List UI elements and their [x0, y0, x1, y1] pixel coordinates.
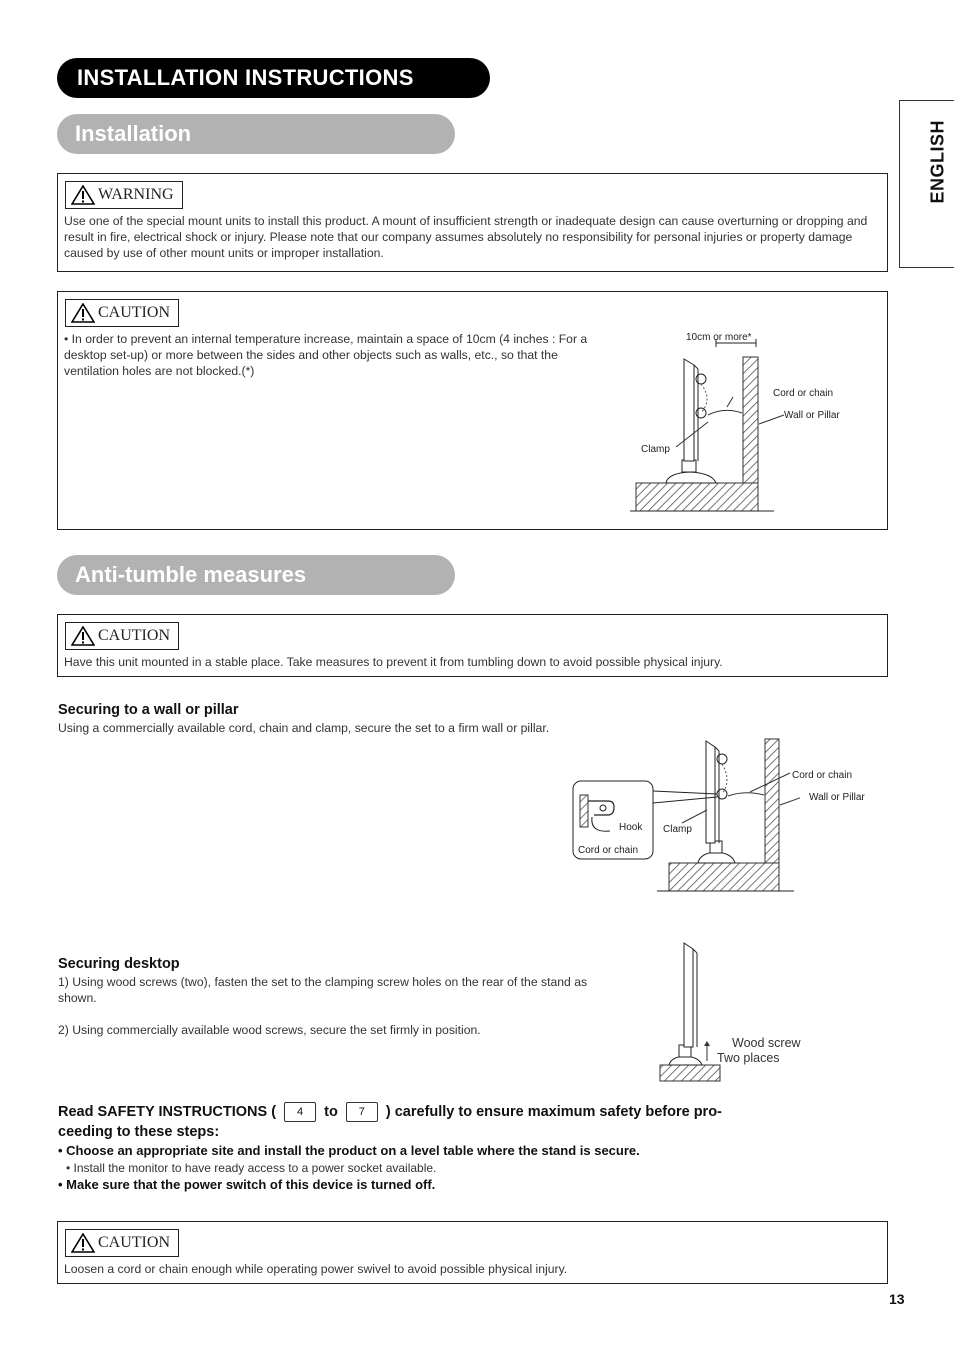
wood-screw-label: Wood screw — [732, 1036, 801, 1050]
warning-triangle-icon — [71, 185, 95, 205]
page-number: 13 — [889, 1291, 905, 1307]
caution-text: Have this unit mounted in a stable place. Take measures to prevent it from tumbling down to avoid possible physical injury. — [64, 655, 723, 669]
warning-box — [57, 173, 888, 272]
bottom-caution-box — [57, 1221, 888, 1284]
language-tab — [899, 100, 954, 268]
caution-label: CAUTION — [65, 622, 179, 650]
wall-text: Using a commercially available cord, chain and clamp, secure the set to a firm wall or pillar. — [58, 721, 550, 735]
clamp-label: Clamp — [663, 824, 692, 835]
clamp-label: Clamp — [641, 444, 670, 455]
wall-label: Wall or Pillar — [784, 410, 840, 421]
wall-label: Wall or Pillar — [809, 792, 865, 803]
page-title: INSTALLATION INSTRUCTIONS — [57, 58, 490, 98]
cord-detail-label: Cord or chain — [578, 845, 639, 856]
anti-tumble-caution-box — [57, 614, 888, 677]
wall-securing-diagram — [570, 735, 800, 895]
warning-label: WARNING — [65, 181, 183, 209]
safety-bullet-2: • Make sure that the power switch of this device is turned off. — [58, 1177, 436, 1192]
caution-label: CAUTION — [65, 299, 179, 327]
desktop-step2: 2) Using commercially available wood screws, secure the set firmly in position. — [58, 1023, 481, 1037]
cord-label: Cord or chain — [792, 770, 853, 781]
language-label: ENGLISH — [927, 119, 948, 204]
caution-text: • In order to prevent an internal temperature increase, maintain a space of 10cm (4 inches : For a desktop set-up) or more between the sides and other objects such as walls, etc., so that the ventilation holes are not blocked.(*) — [64, 332, 588, 378]
safety-bullet-1: • Choose an appropriate site and install the product on a level table where the stand is secure. — [58, 1143, 640, 1158]
page-7-book-icon: 7 — [346, 1102, 378, 1122]
caution-triangle-icon — [71, 303, 95, 323]
desktop-heading: Securing desktop — [58, 956, 180, 972]
spacing-label: 10cm or more* — [686, 332, 752, 343]
caution-text: Loosen a cord or chain enough while operating power swivel to avoid possible physical injury. — [64, 1262, 568, 1276]
safety-instructions: Read SAFETY INSTRUCTIONS ( 4 to 7 ) carefully to ensure maximum safety before pro- ceeding to these steps: — [58, 1104, 722, 1140]
hook-label: Hook — [619, 822, 643, 833]
page-4-book-icon: 4 — [284, 1102, 316, 1122]
desktop-step1: 1) Using wood screws (two), fasten the set to the clamping screw holes on the rear of the stand as shown. — [58, 975, 588, 1005]
installation-heading: Installation — [57, 114, 455, 154]
wall-heading: Securing to a wall or pillar — [58, 702, 239, 718]
installation-caution-box — [57, 291, 888, 530]
caution-label: CAUTION — [65, 1229, 179, 1257]
caution-triangle-icon — [71, 1233, 95, 1253]
anti-tumble-heading: Anti-tumble measures — [57, 555, 455, 595]
caution-triangle-icon — [71, 626, 95, 646]
safety-sub-bullet: • Install the monitor to have ready access to a power socket available. — [66, 1161, 437, 1175]
cord-label: Cord or chain — [773, 388, 834, 399]
ventilation-diagram — [628, 327, 838, 517]
warning-text: Use one of the special mount units to install this product. A mount of insufficient strength or inadequate design can cause overturning or dropping and result in fire, electrical shock or injury. Please note that our company assumes absolutely no responsibility for personal injuries or property damage caused by use of other mount units or improper installation. — [64, 214, 868, 260]
two-places-label: Two places — [717, 1051, 780, 1065]
